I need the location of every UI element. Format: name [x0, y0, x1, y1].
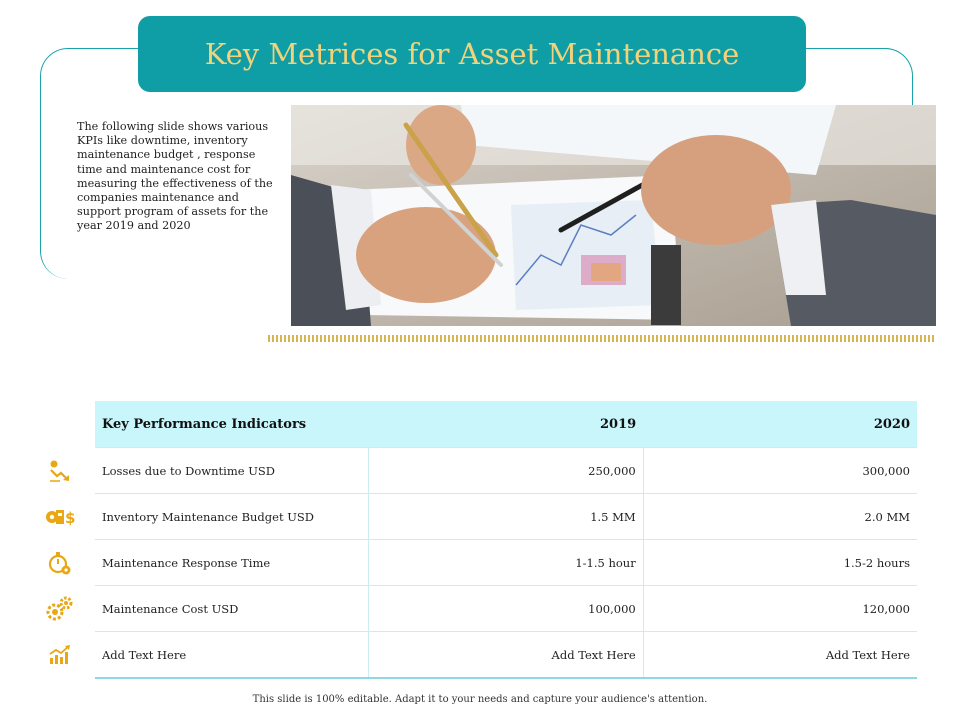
table-row [95, 586, 917, 632]
kpi-name: Inventory Maintenance Budget USD [95, 494, 369, 540]
dotted-divider [268, 335, 936, 342]
kpi-name: Add Text Here [95, 632, 369, 679]
kpi-name: Maintenance Response Time [95, 540, 369, 586]
footer-note: This slide is 100% editable. Adapt it to your needs and capture your audience's attention. [252, 694, 708, 705]
business-meeting-photo [291, 105, 936, 326]
growth-chart-icon [44, 632, 76, 678]
kpi-value-2019: 1.5 MM [369, 494, 643, 540]
decorative-frame-corner [860, 48, 913, 109]
kpi-table [95, 401, 917, 679]
header-2020: 2020 [643, 401, 917, 448]
kpi-value-2019: Add Text Here [369, 632, 643, 679]
intro-text: The following slide shows various KPIs like downtime, inventory maintenance budget , response time and maintenance cost for measuring the effectiveness of the companies maintenance and support program of assets for the year 2019 and 2020 [77, 120, 273, 233]
kpi-icons-column [44, 448, 76, 678]
kpi-value-2020: Add Text Here [643, 632, 917, 679]
table-row [95, 494, 917, 540]
kpi-value-2019: 250,000 [369, 448, 643, 494]
svg-text:$: $ [65, 509, 75, 527]
budget-gear-dollar-icon [44, 494, 76, 540]
kpi-name: Losses due to Downtime USD [95, 448, 369, 494]
stopwatch-gear-icon [44, 540, 76, 586]
slide-title: Key Metrices for Asset Maintenance [204, 37, 740, 71]
downtrend-coin-icon [44, 448, 76, 494]
title-banner [138, 16, 806, 92]
table-row [95, 632, 917, 679]
table-row [95, 540, 917, 586]
kpi-value-2020: 1.5-2 hours [643, 540, 917, 586]
kpi-value-2019: 1-1.5 hour [369, 540, 643, 586]
header-kpi: Key Performance Indicators [95, 401, 369, 448]
kpi-value-2019: 100,000 [369, 586, 643, 632]
kpi-value-2020: 2.0 MM [643, 494, 917, 540]
header-2019: 2019 [369, 401, 643, 448]
kpi-value-2020: 120,000 [643, 586, 917, 632]
kpi-value-2020: 300,000 [643, 448, 917, 494]
table-row [95, 448, 917, 494]
gears-cost-icon [44, 586, 76, 632]
kpi-name: Maintenance Cost USD [95, 586, 369, 632]
table-header-row [95, 401, 917, 448]
